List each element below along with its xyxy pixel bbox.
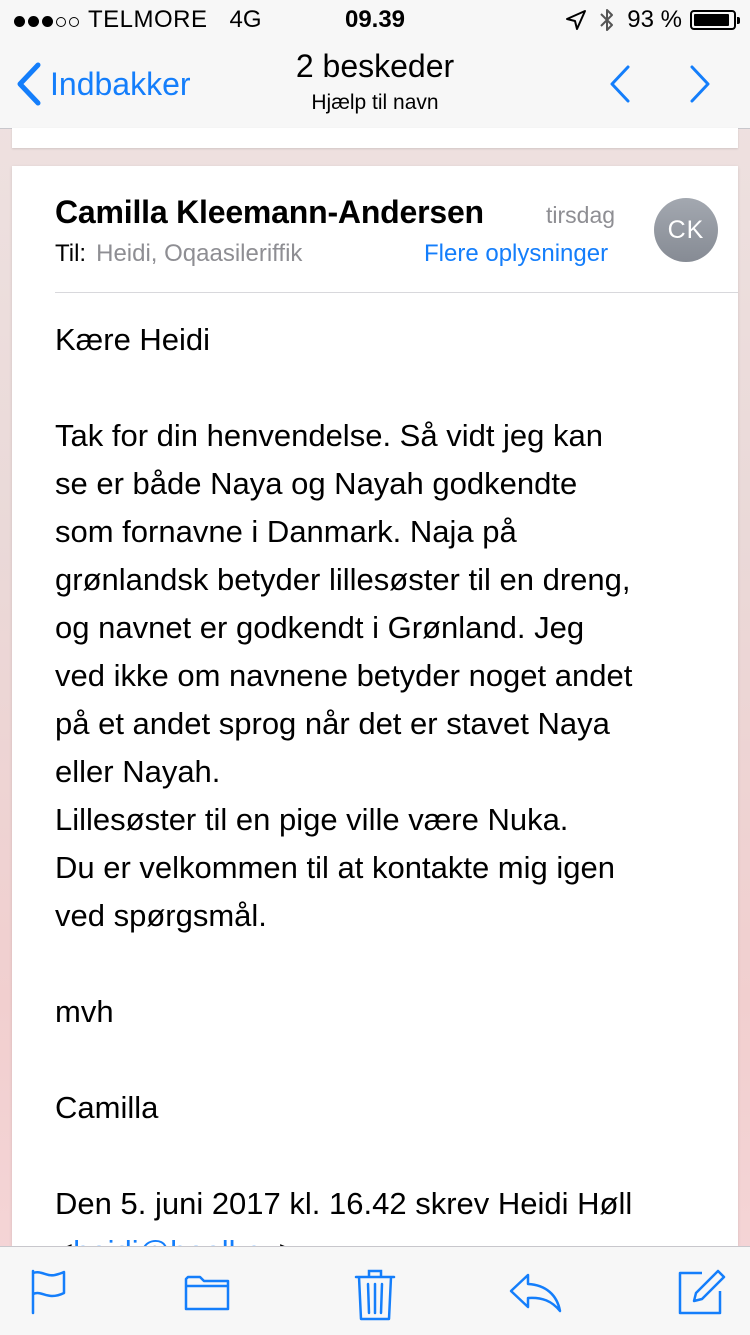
trash-icon [350, 1267, 400, 1323]
message-line: som fornavne i Danmark. Naja på [55, 514, 517, 549]
thread-subject: Hjælp til navn [311, 91, 439, 114]
bottom-toolbar [0, 1246, 750, 1335]
recipients-row [55, 240, 302, 268]
network-type: 4G [229, 6, 262, 33]
message-line: på et andet sprog når det er stavet Naya [55, 706, 610, 741]
message-body [55, 316, 715, 1276]
chevron-right-icon [678, 62, 722, 106]
recipients: Heidi, Oqaasileriffik [96, 240, 303, 267]
message-line: Tak for din henvendelse. Så vidt jeg kan [55, 418, 604, 453]
message-line: eller Nayah. [55, 754, 221, 789]
chevron-left-icon [600, 62, 644, 106]
signoff: mvh [55, 994, 114, 1029]
reply-icon [508, 1267, 564, 1317]
navigation-bar [0, 40, 750, 129]
move-to-folder-button[interactable] [182, 1267, 232, 1317]
compose-button[interactable] [676, 1267, 726, 1317]
message-line: se er både Naya og Nayah godkendte [55, 466, 578, 501]
header-divider [55, 292, 738, 293]
more-details-link[interactable]: Flere oplysninger [424, 240, 609, 267]
message-paragraph [55, 412, 715, 940]
folder-icon [182, 1267, 232, 1317]
signature: Camilla [55, 1090, 159, 1125]
back-button-label: Indbakker [50, 65, 191, 102]
avatar: CK [654, 198, 718, 262]
message-navigation [566, 62, 722, 106]
battery-level [694, 14, 729, 26]
bluetooth-icon [597, 7, 617, 33]
reply-button[interactable] [508, 1267, 564, 1317]
status-bar [0, 0, 750, 40]
quote-header: Den 5. juni 2017 kl. 16.42 skrev Heidi Høll [55, 1186, 633, 1221]
previous-message-button[interactable] [600, 62, 644, 106]
message-line: Du er velkommen til at kontakte mig igen [55, 850, 615, 885]
message-line: og navnet er godkendt i Grønland. Jeg [55, 610, 585, 645]
carrier-name: TELMORE [88, 6, 208, 33]
battery-icon [690, 10, 736, 30]
greeting: Kære Heidi [55, 322, 211, 357]
delete-button[interactable] [350, 1267, 400, 1317]
message-line: grønlandsk betyder lillesøster til en dreng, [55, 562, 631, 597]
flag-button[interactable] [24, 1267, 74, 1317]
flag-icon [24, 1267, 74, 1317]
status-time: 09.39 [344, 6, 406, 33]
thread-count-title: 2 beskeder [295, 48, 455, 84]
message-line: ved spørgsmål. [55, 898, 267, 933]
message-line: Lillesøster til en pige ville være Nuka. [55, 802, 569, 837]
compose-icon [676, 1267, 726, 1317]
message-card [12, 166, 738, 1246]
location-arrow-icon [565, 9, 587, 31]
battery-percentage: 93 % [627, 6, 682, 33]
next-message-button[interactable] [678, 62, 722, 106]
message-line: ved ikke om navnene betyder noget andet [55, 658, 633, 693]
sender-name: Camilla Kleemann-Andersen [55, 194, 484, 230]
previous-message-card[interactable] [12, 128, 738, 148]
to-label: Til: [55, 240, 87, 267]
message-date: tirsdag [546, 202, 616, 228]
